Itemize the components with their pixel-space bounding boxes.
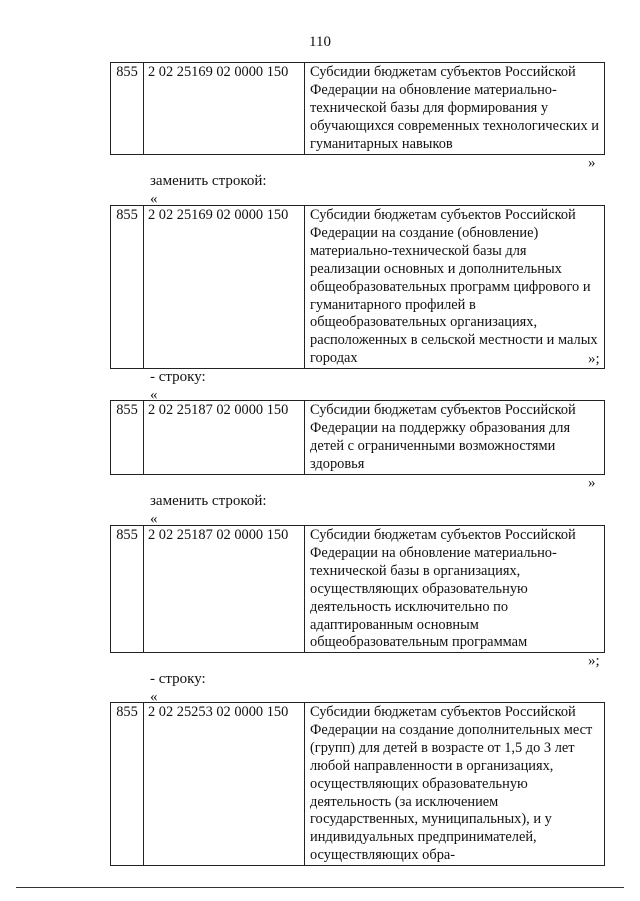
admin-code-cell: 855 (111, 401, 144, 475)
kbk-code-cell: 2 02 25253 02 0000 150 (144, 703, 305, 866)
admin-code-cell: 855 (111, 206, 144, 369)
opening-quote: « (150, 511, 158, 527)
budget-row-table-1 (110, 62, 605, 155)
closing-quote: »; (588, 653, 600, 669)
kbk-code-cell: 2 02 25187 02 0000 150 (144, 401, 305, 475)
admin-code-cell: 855 (111, 526, 144, 653)
row-label: - строку: (150, 671, 206, 687)
description-cell: Субсидии бюджетам субъектов Российской Федерации на обновление материально-технической базы в организациях, осуществляющих образовательную деятельность исключительно по адаптированным основным общеобразовательным программам (305, 526, 605, 653)
table-row (111, 401, 605, 475)
admin-code-cell: 855 (111, 703, 144, 866)
opening-quote: « (150, 191, 158, 207)
closing-quote: » (588, 475, 596, 491)
description-cell: Субсидии бюджетам субъектов Российской Федерации на создание дополнительных мест (групп) для детей в возрасте от 1,5 до 3 лет любой направленности в организациях, осуществляющих образовательную деятельность (за исключением государственных, муниципальных), и у индивидуальных предпринимателей, осуществляющих обра- (305, 703, 605, 866)
table-row (111, 206, 605, 369)
closing-quote: »; (588, 351, 600, 367)
admin-code-cell: 855 (111, 63, 144, 155)
kbk-code-cell: 2 02 25169 02 0000 150 (144, 63, 305, 155)
budget-row-table-5 (110, 702, 605, 866)
page-bottom-rule (16, 887, 624, 888)
row-label: - строку: (150, 369, 206, 385)
budget-row-table-3 (110, 400, 605, 475)
table-row (111, 703, 605, 866)
budget-row-table-4 (110, 525, 605, 653)
closing-quote: » (588, 155, 596, 171)
description-cell: Субсидии бюджетам субъектов Российской Федерации на обновление материально-технической базы для формирования у обучающихся современных технологических и гуманитарных навыков (305, 63, 605, 155)
kbk-code-cell: 2 02 25187 02 0000 150 (144, 526, 305, 653)
opening-quote: « (150, 387, 158, 403)
budget-row-table-2 (110, 205, 605, 369)
replace-with-row-label: заменить строкой: (150, 493, 267, 509)
table-row (111, 63, 605, 155)
table-row (111, 526, 605, 653)
description-cell: Субсидии бюджетам субъектов Российской Федерации на поддержку образования для детей с ограниченными возможностями здоровья (305, 401, 605, 475)
description-cell: Субсидии бюджетам субъектов Российской Федерации на создание (обновление) материально-технической базы для реализации основных и дополнительных общеобразовательных программ цифрового и гуманитарного профилей в общеобразовательных организациях, расположенных в сельской местности и малых городах (305, 206, 605, 369)
kbk-code-cell: 2 02 25169 02 0000 150 (144, 206, 305, 369)
replace-with-row-label: заменить строкой: (150, 173, 267, 189)
page-number: 110 (309, 34, 331, 50)
opening-quote: « (150, 689, 158, 705)
